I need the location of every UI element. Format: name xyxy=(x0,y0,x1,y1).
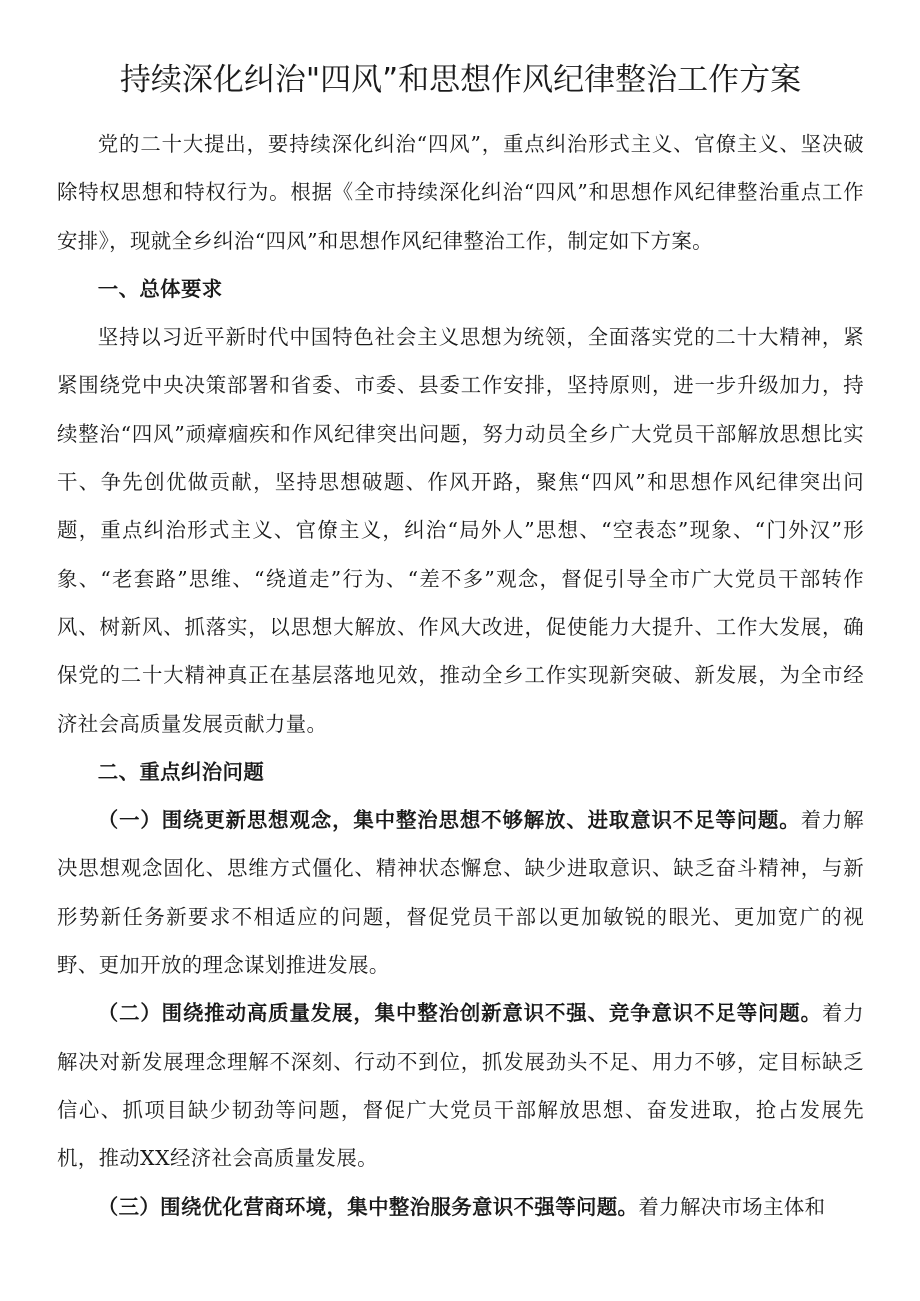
key-issue-lead-2: （二）围绕推动高质量发展，集中整治创新意识不强、竞争意识不足等问题。 xyxy=(97,1001,822,1026)
key-issue-paragraph-2 xyxy=(57,989,864,1182)
section-heading-general-requirements: 一、总体要求 xyxy=(97,276,223,301)
section-heading-key-issues: 二、重点纠治问题 xyxy=(97,759,265,784)
key-issue-lead-3: （三）围绕优化营商环境，集中整治服务意识不强等问题。 xyxy=(97,1194,639,1219)
key-issue-text-2: 着力解决对新发展理念理解不深刻、行动不到位，抓发展劲头不足、用力不够，定目标缺乏信心、抓项目缺少韧劲等问题，督促广大党员干部解放思想、奋发进取，抢占发展先机，推动XX经济社会高质量发展。 xyxy=(57,1001,864,1171)
intro-paragraph: 党的二十大提出，要持续深化纠治“四风”，重点纠治形式主义、官僚主义、坚决破除特权思想和特权行为。根据《全市持续深化纠治“四风”和思想作风纪律整治重点工作安排》，现就全乡纠治“四风”和思想作风纪律整治工作，制定如下方案。 xyxy=(57,132,864,253)
key-issue-paragraph-1 xyxy=(57,796,864,989)
key-issue-text-1: 着力解决思想观念固化、思维方式僵化、精神状态懈怠、缺少进取意识、缺乏奋斗精神，与新形势新任务新要求不相适应的问题，督促党员干部以更加敏锐的眼光、更加宽广的视野、更加开放的理念谋划推进发展。 xyxy=(57,808,864,978)
key-issue-text-3: 着力解决市场主体和 xyxy=(638,1194,826,1219)
general-requirements-paragraph: 坚持以习近平新时代中国特色社会主义思想为统领，全面落实党的二十大精神，紧紧围绕党中央决策部署和省委、市委、县委工作安排，坚持原则，进一步升级加力，持续整治“四风”顽瘴痼疾和作风纪律突出问题，努力动员全乡广大党员干部解放思想比实干、争先创优做贡献，坚持思想破题、作风开路，聚焦“四风”和思想作风纪律突出问题，重点纠治形式主义、官僚主义，纠治“局外人”思想、“空表态”现象、“门外汉”形象、“老套路”思维、“绕道走”行为、“差不多”观念，督促引导全市广大党员干部转作风、树新风、抓落实，以思想大解放、作风大改进，促使能力大提升、工作大发展，确保党的二十大精神真正在基层落地见效，推动全乡工作实现新突破、新发展，为全市经济社会高质量发展贡献力量。 xyxy=(57,325,864,736)
key-issue-paragraph-3 xyxy=(57,1183,864,1231)
document-title: 持续深化纠治"四风”和思想作风纪律整治工作方案 xyxy=(119,62,802,98)
key-issue-lead-1: （一）围绕更新思想观念，集中整治思想不够解放、进取意识不足等问题。 xyxy=(97,808,801,833)
